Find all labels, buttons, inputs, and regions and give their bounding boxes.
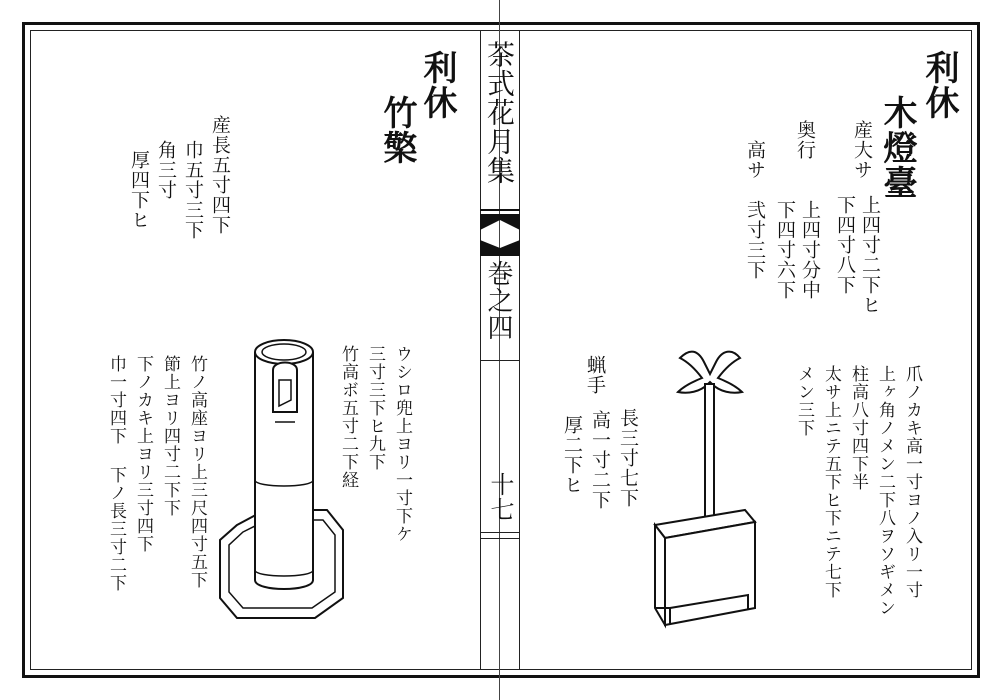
left-heading-item: 竹檠 — [377, 95, 417, 165]
center-column — [480, 30, 520, 670]
volume-title: 巻之四 — [483, 260, 513, 341]
right-holder-c: 厚二下ヒ — [561, 415, 583, 495]
right-holder-b: 高一寸二下 — [589, 410, 611, 510]
right-dims-2-b: 下四寸六下 — [774, 200, 796, 300]
right-dims-3-a: 弐寸三下 — [744, 200, 766, 280]
right-dims-2-label: 奥行 — [794, 120, 816, 160]
left-heading-author: 利休 — [417, 50, 457, 120]
bamboo-lamp-drawing — [215, 330, 345, 630]
right-dims-2-a: 上四寸分中 — [799, 200, 821, 300]
left-note-line: 節上ヨリ四寸二下下 — [160, 355, 180, 517]
right-note-line: 上ヶ角ノメン二下八ヲソギメン — [875, 365, 895, 617]
left-note-line: 巾一寸四下 下ノ長三寸二下 — [106, 355, 126, 592]
left-dims-1: 産長五寸四下 — [209, 115, 231, 235]
left-note-line: 竹高ボ五寸二下経 — [338, 345, 358, 489]
fishtail-ornament — [480, 208, 520, 258]
right-holder-a: 長三寸七下 — [617, 408, 639, 508]
left-dims-2: 巾五寸三下 — [182, 140, 204, 240]
right-note-line: メン三下 — [794, 365, 814, 437]
right-note-line: 爪ノカキ高一寸ヨノ入リ一寸 — [902, 365, 922, 599]
right-note-line: 太サ上ニテ五下ヒ下ニテ七下 — [821, 365, 841, 599]
right-heading-item: 木燈臺 — [877, 95, 917, 200]
left-note-line: ウシロ兜上ヨリ一寸下ケ — [392, 345, 412, 543]
left-note-line: 三寸三下ヒ九下 — [365, 345, 385, 471]
right-note-line: 柱高八寸四下半 — [848, 365, 868, 491]
right-dims-3-label: 高サ — [744, 140, 766, 180]
right-dims-1-a: 上四寸二下ヒ — [859, 195, 881, 315]
right-heading-author: 利休 — [919, 50, 959, 120]
left-note-line: 竹ノ高座ヨリ上三尺四寸五下 — [187, 355, 207, 589]
right-dims-1-b: 下四寸八下 — [834, 195, 856, 295]
wooden-lamp-stand-drawing — [640, 340, 780, 640]
right-holder-label: 蝋手 — [584, 355, 606, 395]
right-dims-1-label: 産大サ — [851, 120, 873, 180]
folio-number: 十七 — [486, 472, 514, 522]
left-note-line: 下ノカキ上ヨリ三寸四下 — [133, 355, 153, 553]
left-dims-3: 角三寸 — [155, 140, 177, 200]
book-title: 茶式花月集 — [483, 40, 516, 185]
left-dims-4: 厚四下ヒ — [128, 150, 150, 230]
